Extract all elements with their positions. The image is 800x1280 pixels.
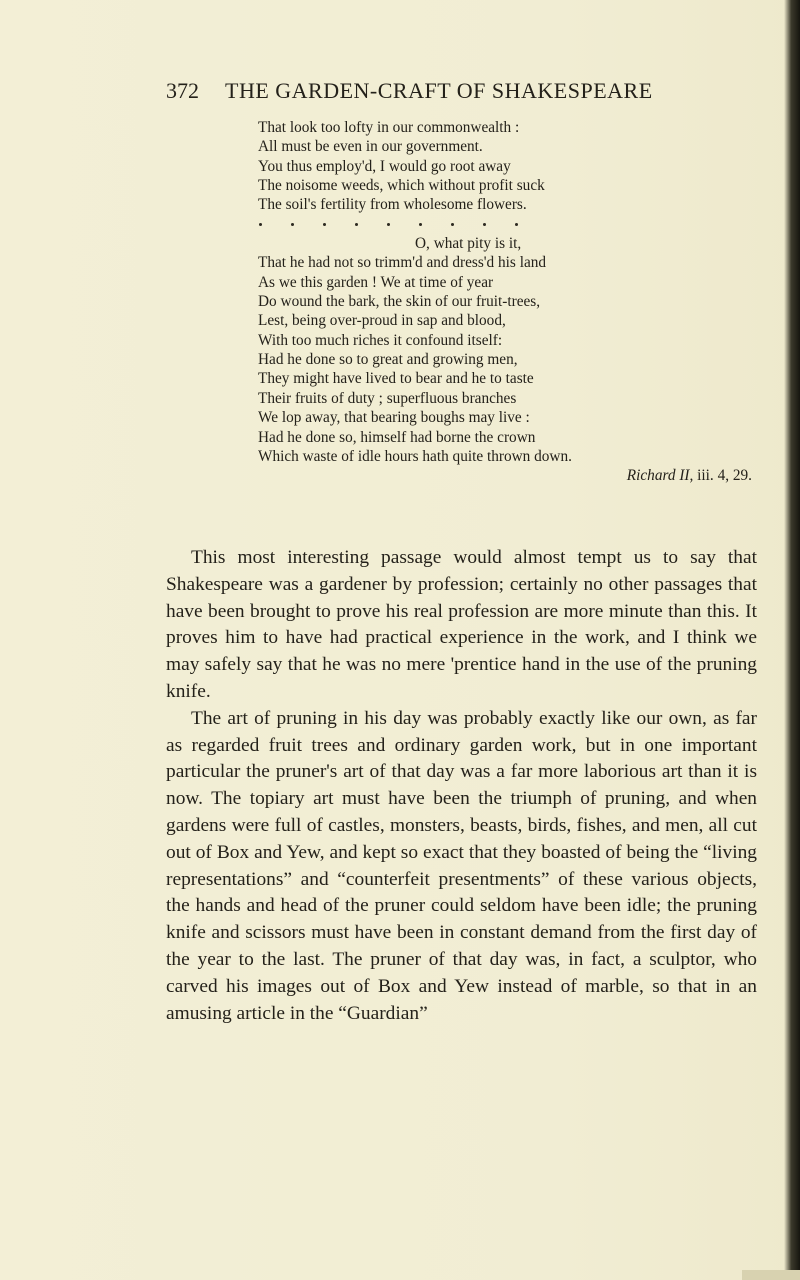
verse-line: You thus employ'd, I would go root away — [258, 157, 511, 175]
book-edge-shadow — [784, 0, 800, 1280]
page-number: 372 — [166, 78, 199, 103]
verse-line: As we this garden ! We at time of year — [258, 273, 494, 291]
omission-dot — [323, 223, 326, 226]
verse-line: We lop away, that bearing boughs may live : — [258, 409, 530, 427]
body-text — [166, 545, 757, 1027]
verse-line: They might have lived to bear and he to taste — [258, 370, 534, 388]
omission-dot — [451, 223, 454, 226]
verse-line: With too much riches it confound itself: — [258, 331, 503, 349]
page-corner — [742, 1270, 800, 1280]
paragraph: This most interesting passage would almost tempt us to say that Shakespeare was a gardener by profession; certainly no other passages that have been brought to prove his real profession are more minute than this. It proves him to have had practical experience in the work, and I think we may safely say that he was no mere 'prentice hand in the use of the pruning knife. — [166, 547, 757, 702]
verse-line: O, what pity is it, — [415, 235, 522, 253]
omission-dot — [387, 223, 390, 226]
omission-dots — [258, 215, 758, 234]
omission-dot — [419, 223, 422, 226]
verse-line: The noisome weeds, which without profit suck — [258, 177, 545, 195]
verse-line: Had he done so, himself had borne the crown — [258, 428, 536, 446]
citation-reference: iii. 4, 29. — [693, 467, 752, 485]
omission-dot — [259, 223, 262, 226]
citation — [258, 466, 758, 485]
verse-line: Lest, being over-proud in sap and blood, — [258, 312, 506, 330]
running-title: THE GARDEN-CRAFT OF SHAKESPEARE — [225, 78, 653, 103]
verse-line: That he had not so trimm'd and dress'd his land — [258, 254, 547, 272]
paragraph: The art of pruning in his day was probably exactly like our own, as far as regarded fruit trees and ordinary garden work, but in one important particular the pruner's art of that day was a far more laborious art than it is now. The topiary art must have been the triumph of pruning, and when gardens were full of castles, monsters, beasts, birds, fishes, and men, all cut out of Box and Yew, and kept so exact that they boasted of being the “living representations” and “counterfeit presentments” of these various objects, the hands and head of the pruner could seldom have been idle; the pruning knife and scissors must have been in constant demand from the first day of the year to the last. The pruner of that day was, in fact, a sculptor, who carved his images out of Box and Yew instead of marble, so that in an amusing article in the “Guardian” — [166, 707, 757, 1024]
omission-dot — [355, 223, 358, 226]
verse-line: Which waste of idle hours hath quite thrown down. — [258, 447, 572, 465]
verse-line: Their fruits of duty ; superfluous branches — [258, 389, 517, 407]
running-head — [0, 78, 800, 108]
verse-line: Had he done so to great and growing men, — [258, 351, 518, 369]
verse-line: Do wound the bark, the skin of our fruit-trees, — [258, 293, 541, 311]
verse-line: All must be even in our government. — [258, 138, 483, 156]
verse-line: That look too lofty in our commonwealth : — [258, 119, 520, 136]
verse-quotation — [258, 118, 758, 486]
omission-dot — [515, 223, 518, 226]
verse-line: The soil's fertility from wholesome flowers. — [258, 196, 527, 214]
omission-dot — [483, 223, 486, 226]
citation-work: Richard II, — [626, 467, 694, 485]
omission-dot — [291, 223, 294, 226]
